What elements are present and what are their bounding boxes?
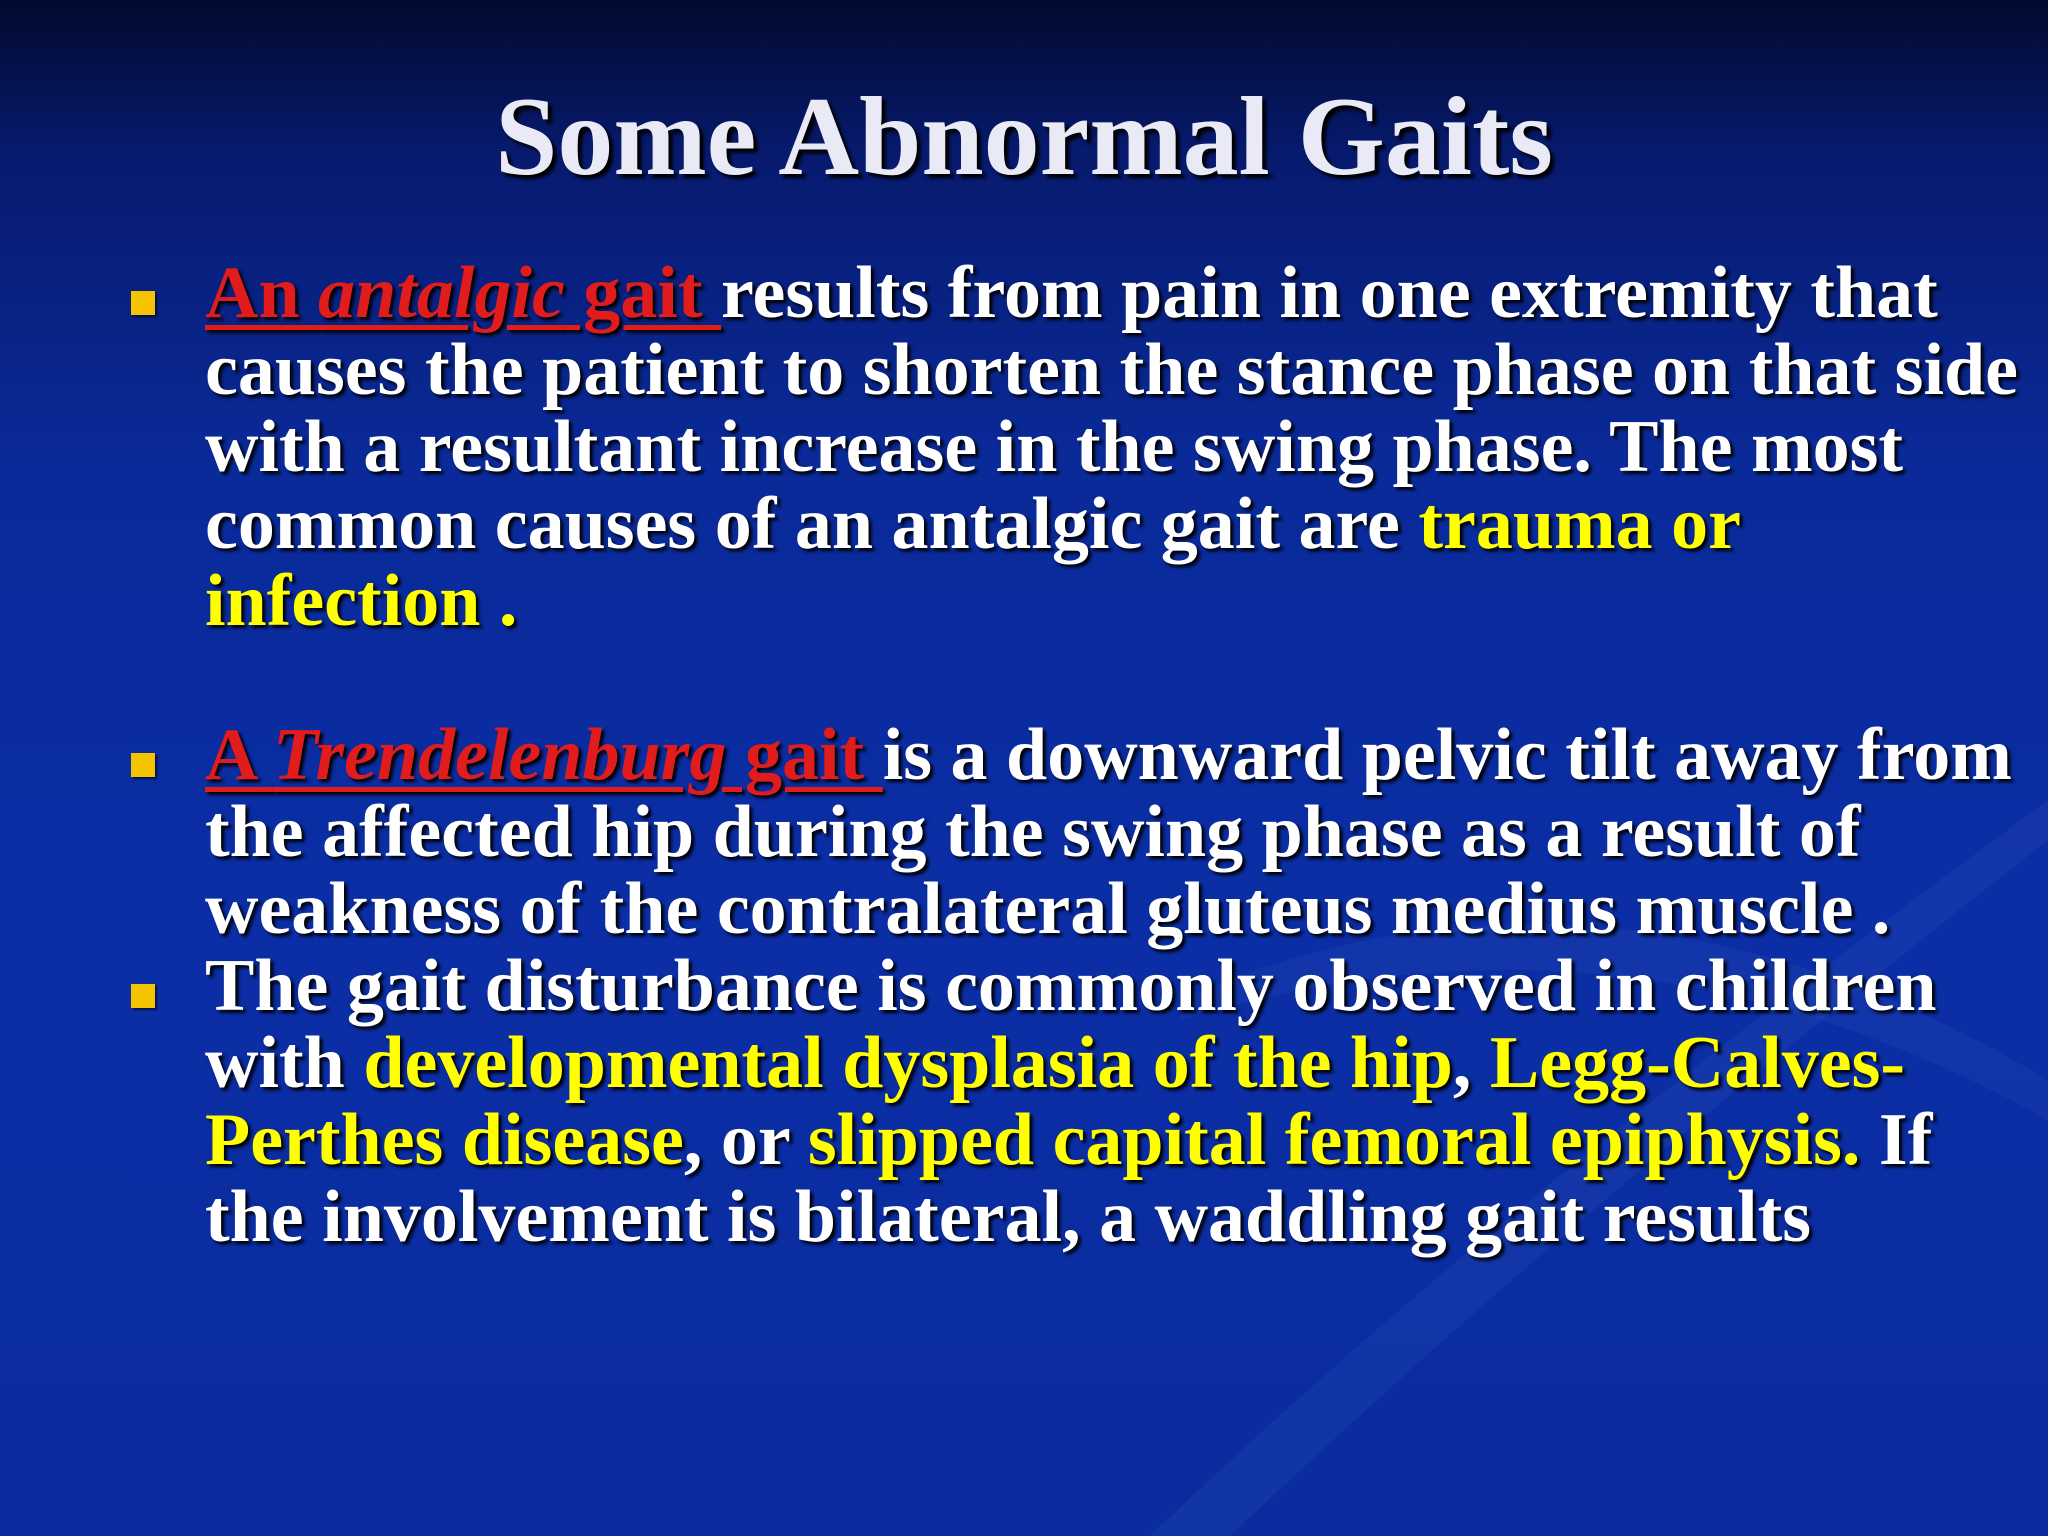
scfe-highlight: slipped capital femoral epiphysis.	[807, 1099, 1861, 1181]
separator-comma: ,	[1452, 1022, 1490, 1104]
trendelenburg-description: is a downward pelvic tilt away from the affected hip during the swing phase as a result of weakness of the contralateral gluteus medius muscle .	[205, 714, 2012, 950]
square-bullet-icon	[131, 984, 155, 1008]
disturbance-intro: The gait disturbance is commonly observed in children with	[205, 945, 1937, 1104]
antalgic-causes-highlight: trauma or infection .	[205, 483, 1740, 642]
bullet-antalgic-gait	[130, 252, 2030, 642]
term-trendelenburg-gait: gait	[726, 714, 883, 796]
square-bullet-icon	[131, 291, 155, 315]
bullet-list	[130, 252, 2030, 1258]
term-antalgic-an: An	[205, 252, 319, 334]
bullet-gait-disturbance	[130, 945, 2030, 1258]
term-antalgic-gait: gait	[564, 252, 721, 334]
term-trendelenburg-a: A	[205, 714, 273, 796]
term-antalgic: antalgic	[318, 252, 565, 334]
bullet-trendelenburg-gait	[130, 714, 2030, 950]
separator-or: , or	[683, 1099, 808, 1181]
ddh-highlight: developmental dysplasia of the hip	[363, 1022, 1453, 1104]
slide-title: Some Abnormal Gaits	[495, 75, 1553, 199]
antalgic-description: results from pain in one extremity that causes the patient to shorten the stance phase on that side with a resultant increase in the swing phase. The most common causes of an antalgic gait are	[205, 252, 2018, 565]
bilateral-note: If the involvement is bilateral, a waddling gait results	[205, 1099, 1933, 1258]
term-trendelenburg: Trendelenburg	[272, 714, 727, 796]
perthes-highlight: Legg-Calves-Perthes disease	[205, 1022, 1906, 1181]
square-bullet-icon	[131, 753, 155, 777]
